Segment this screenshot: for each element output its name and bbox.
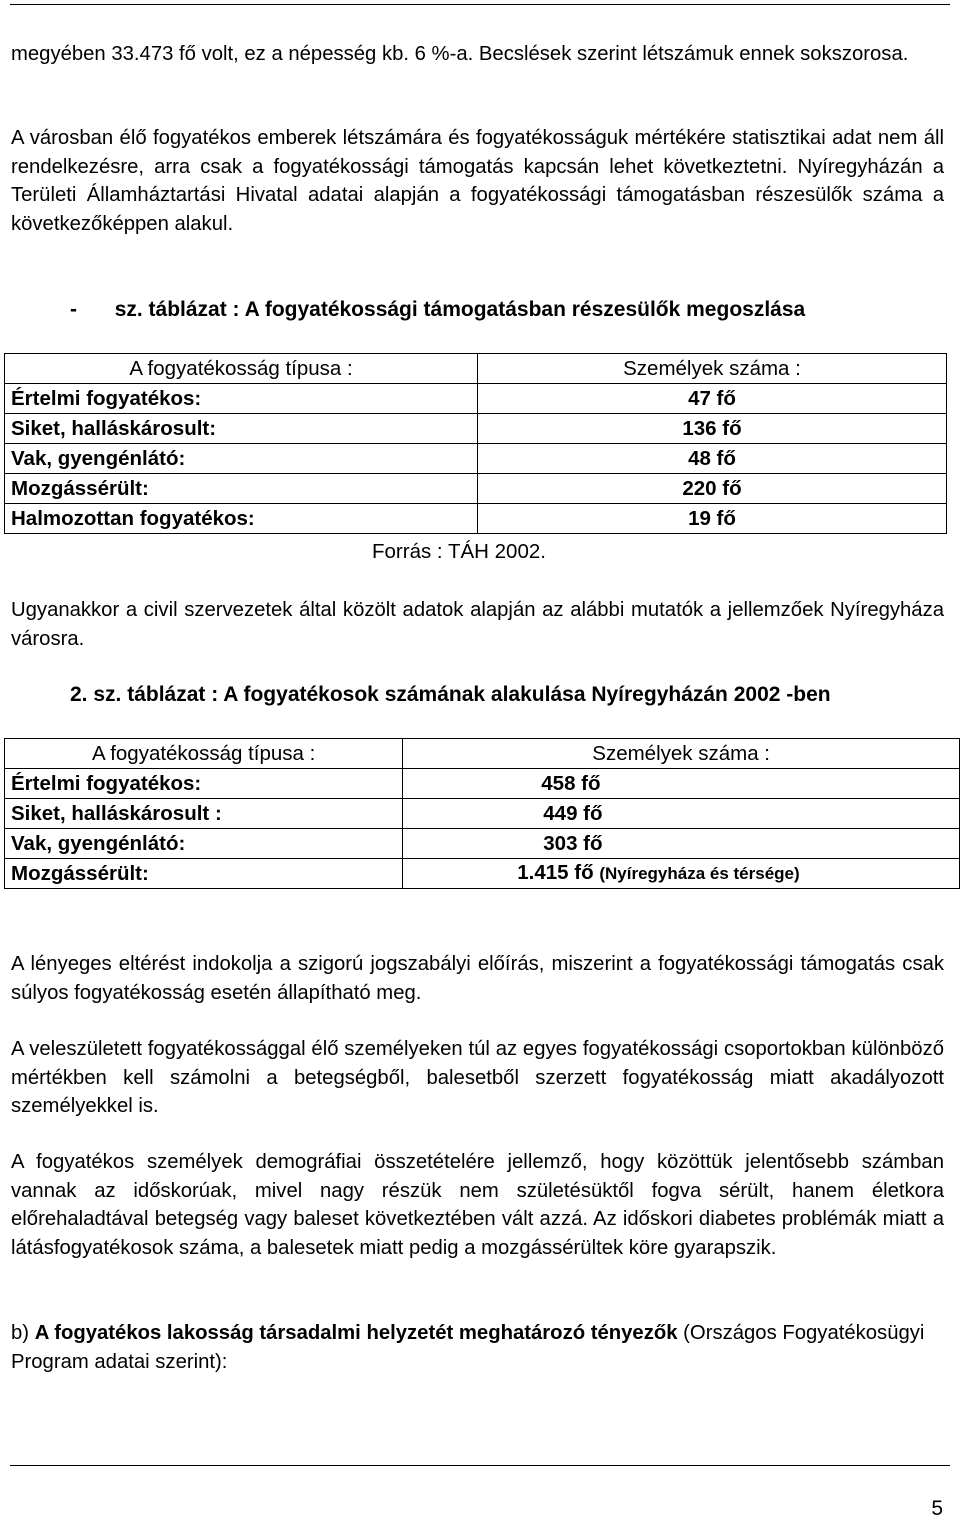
table1-caption-prefix: - — [70, 298, 77, 321]
table2 — [4, 738, 960, 889]
section-b — [11, 1319, 944, 1376]
table-row — [5, 474, 947, 504]
table2-row-type: Siket, halláskárosult : — [5, 799, 403, 829]
table1-row-count: 220 fő — [478, 474, 947, 504]
table2-row-count: 303 fő — [403, 829, 960, 859]
table1-source: Forrás : TÁH 2002. — [372, 540, 546, 563]
table2-row-type: Mozgássérült: — [5, 859, 403, 889]
table2-row-count: 458 fő — [403, 769, 960, 799]
table2-row-type: Értelmi fogyatékos: — [5, 769, 403, 799]
section-b-title: A fogyatékos lakosság társadalmi helyzetét meghatározó tényezők — [34, 1322, 678, 1344]
paragraph-3: A lényeges eltérést indokolja a szigorú jogszabályi előírás, miszerint a fogyatékossági támogatás csak súlyos fogyatékosság esetén állapítható meg. — [11, 953, 944, 1004]
table2-row-count-cell — [403, 859, 960, 889]
table-row — [5, 769, 960, 799]
table-row — [5, 829, 960, 859]
table-row — [5, 859, 960, 889]
intro-paragraph-1: megyében 33.473 fő volt, ez a népesség kb. 6 %-a. Becslések szerint létszámuk ennek sokszorosa. — [11, 43, 909, 65]
intro-paragraph-2: A városban élő fogyatékos emberek létszámára és fogyatékosságuk mértékére statisztikai adat nem áll rendelkezésre, arra csak a fogyatékossági támogatás kapcsán lehet következtetni. Nyíregyházán a Területi Államháztartási Hivatal adatai alapján a fogyatékossági támogatásban részesülők száma a következőképpen alakul. — [11, 127, 944, 235]
page-number: 5 — [931, 1497, 943, 1520]
header-rule — [10, 4, 950, 5]
table1-header-count: Személyek száma : — [478, 354, 947, 384]
section-b-rest: (Országos Fogyatékosügyi Program adatai szerint): — [11, 1322, 925, 1373]
table-row — [5, 444, 947, 474]
table2-header-type: A fogyatékosság típusa : — [5, 739, 403, 769]
table1-row-type: Siket, halláskárosult: — [5, 414, 478, 444]
table-row — [5, 414, 947, 444]
table-row — [5, 504, 947, 534]
table1-caption-text: sz. táblázat : A fogyatékossági támogatásban részesülők megoszlása — [114, 298, 806, 321]
table1-row-count: 19 fő — [478, 504, 947, 534]
table1-row-count: 136 fő — [478, 414, 947, 444]
footer-rule — [10, 1465, 950, 1466]
table1-row-type: Vak, gyengénlátó: — [5, 444, 478, 474]
table1-row-type: Értelmi fogyatékos: — [5, 384, 478, 414]
table2-row-note: (Nyíregyháza és térsége) — [599, 864, 800, 883]
table2-row-type: Vak, gyengénlátó: — [5, 829, 403, 859]
table1-row-type: Mozgássérült: — [5, 474, 478, 504]
table2-row-count: 1.415 fő — [517, 861, 594, 884]
table1-caption — [70, 296, 805, 324]
table1 — [4, 353, 947, 534]
section-b-label: b) — [11, 1322, 30, 1344]
table-row — [5, 384, 947, 414]
paragraph-4: A veleszületett fogyatékossággal élő személyeken túl az egyes fogyatékossági csoportokban különböző mértékben kell számolni a betegségből, balesetből szerzett fogyatékosság miatt akadályozott személyekkel is. — [11, 1038, 944, 1117]
table-header-row — [5, 354, 947, 384]
paragraph-5: A fogyatékos személyek demográfiai összetételére jellemző, hogy közöttük jelentősebb számban vannak az időskorúak, mivel nagy részük nem születésüktől fogva sérült, hanem életkora előrehaladtával betegség vagy baleset következtében vált azzá. Az időskori diabetes problémák miatt a látásfogyatékosok száma, a balesetek miatt pedig a mozgássérültek köre gyarapszik. — [11, 1151, 944, 1259]
table2-caption: 2. sz. táblázat : A fogyatékosok számának alakulása Nyíregyházán 2002 -ben — [70, 683, 831, 706]
table2-row-count: 449 fő — [403, 799, 960, 829]
middle-paragraph: Ugyanakkor a civil szervezetek által közölt adatok alapján az alábbi mutatók a jellemzőek Nyíregyháza városra. — [11, 599, 944, 650]
table1-row-count: 48 fő — [478, 444, 947, 474]
table1-row-count: 47 fő — [478, 384, 947, 414]
table1-row-type: Halmozottan fogyatékos: — [5, 504, 478, 534]
table2-header-count: Személyek száma : — [403, 739, 960, 769]
table-header-row — [5, 739, 960, 769]
table1-header-type: A fogyatékosság típusa : — [5, 354, 478, 384]
table-row — [5, 799, 960, 829]
